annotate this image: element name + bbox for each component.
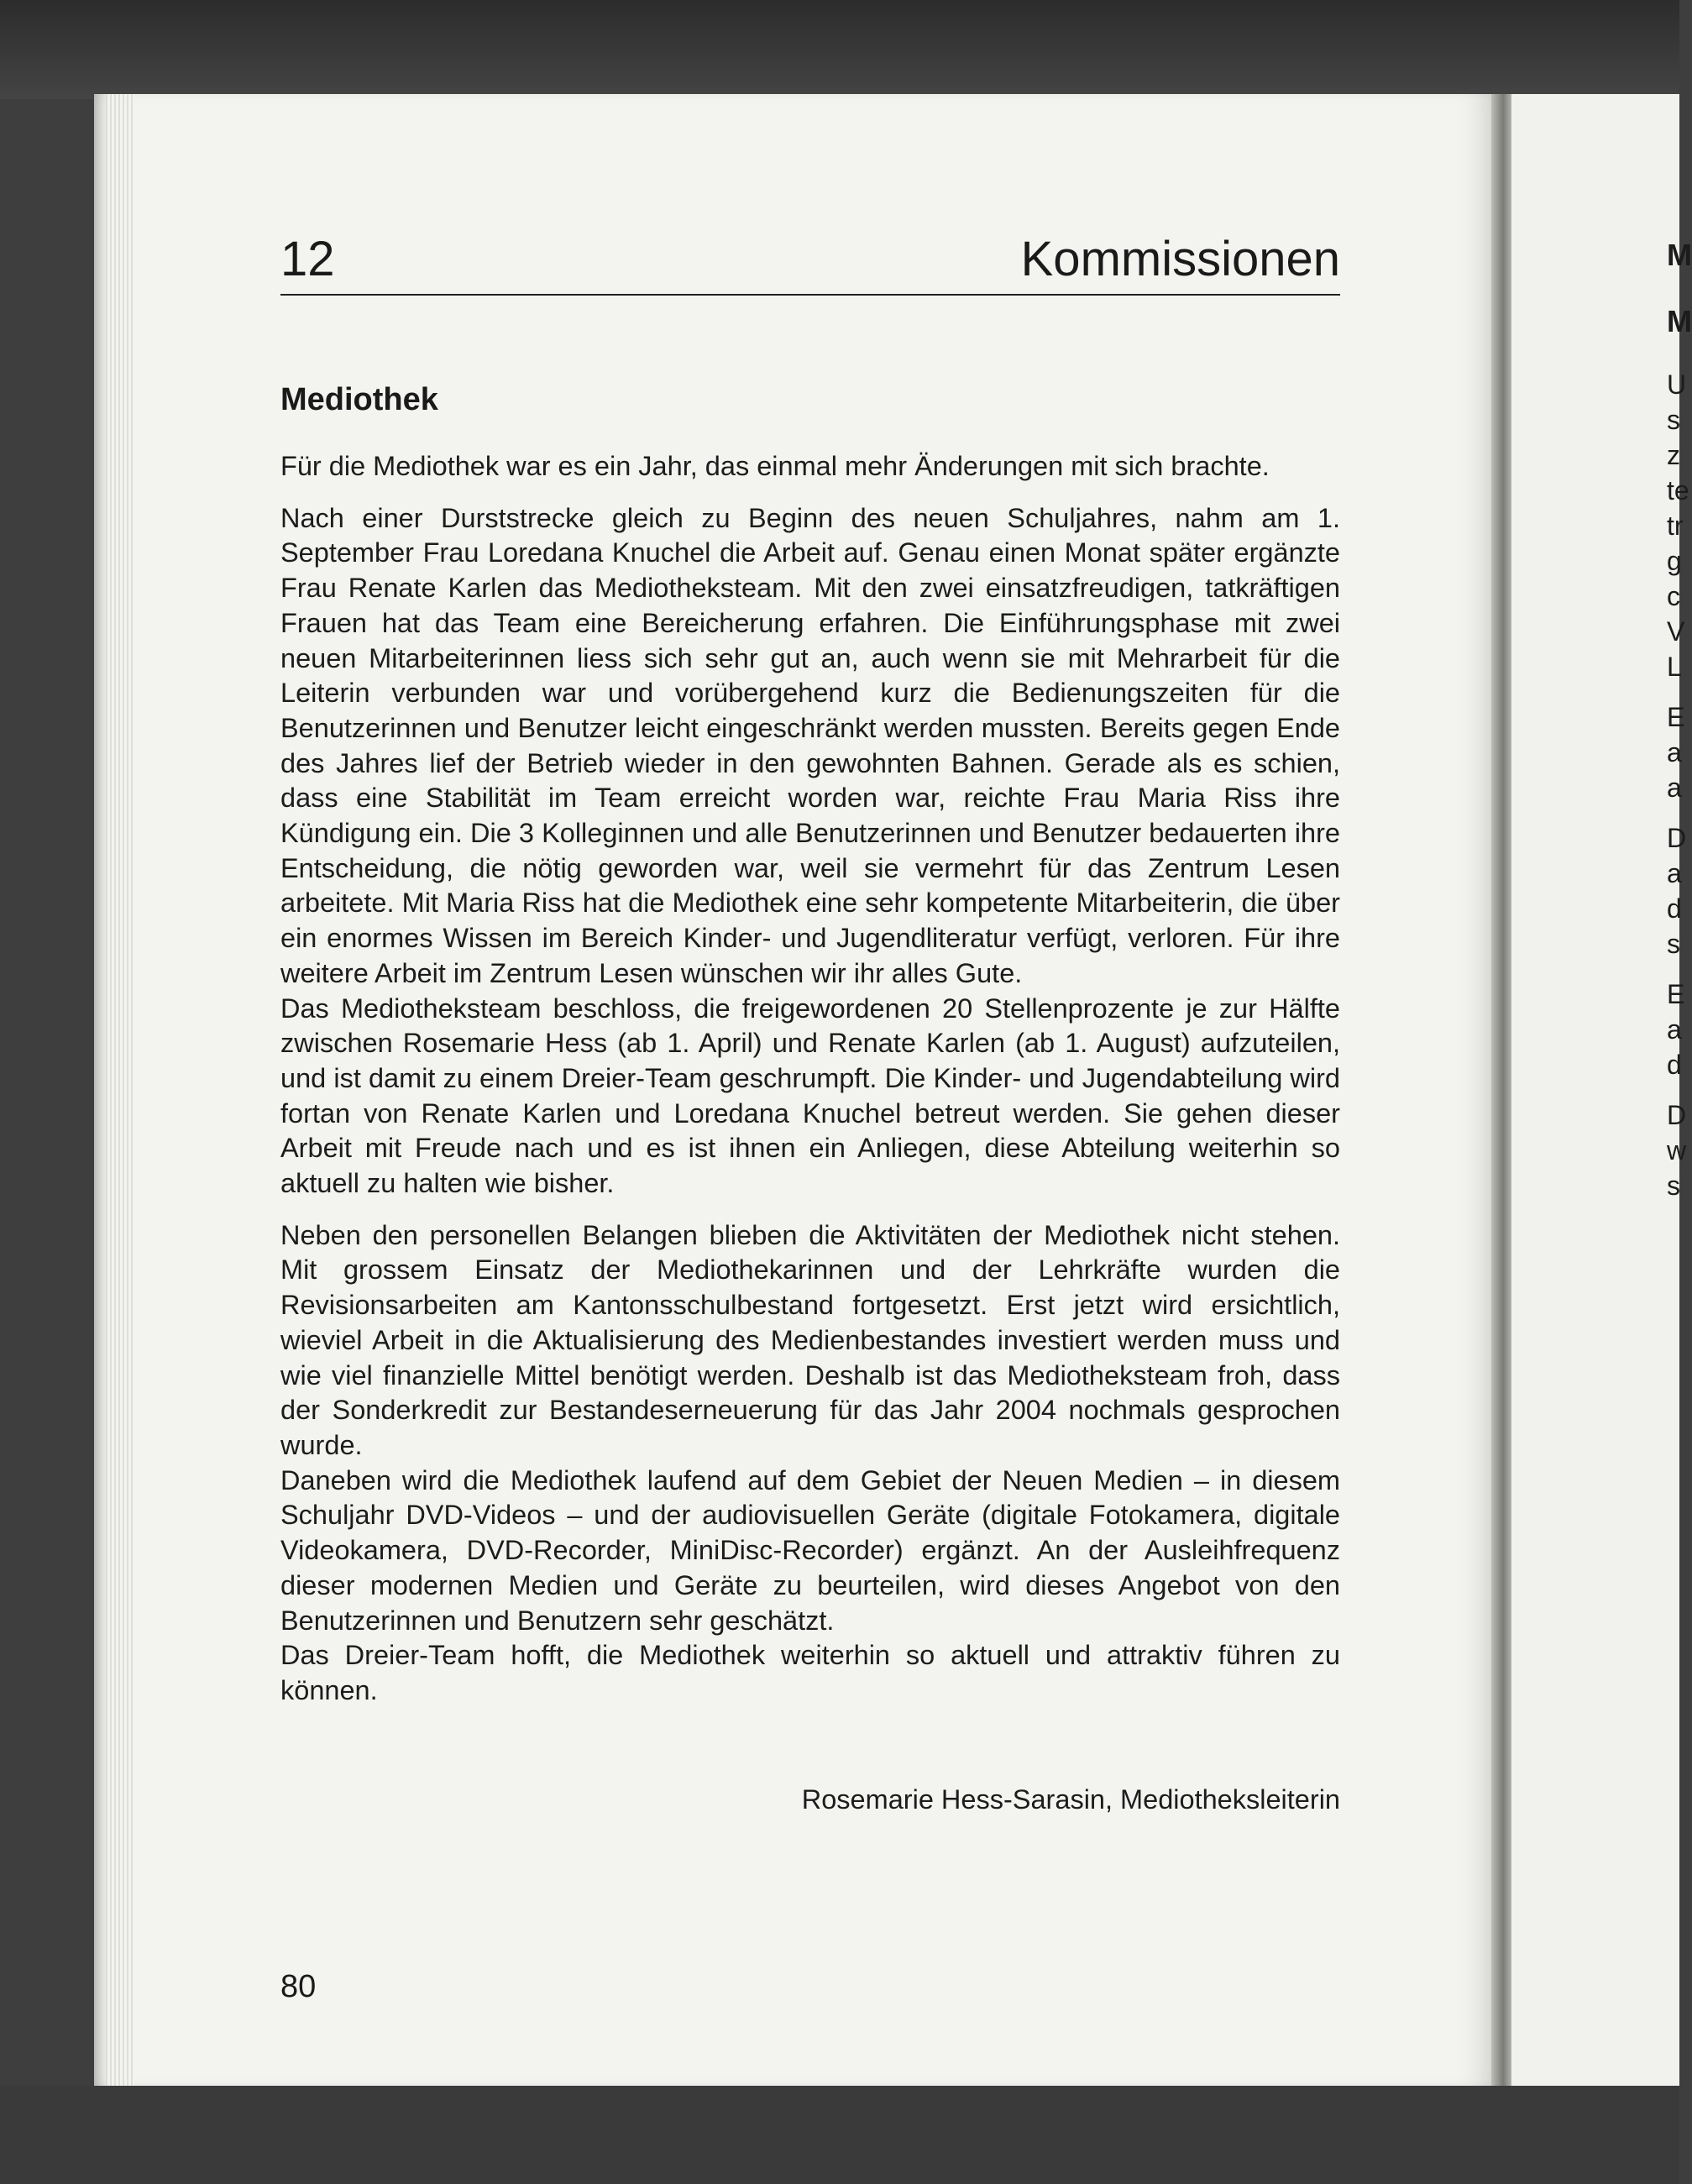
- right-page-fragment: tr: [1667, 511, 1684, 541]
- right-page-fragment: L: [1667, 652, 1682, 682]
- right-page-fragment: M: [1667, 238, 1692, 272]
- chapter-number: 12: [280, 232, 335, 286]
- right-page: [1511, 94, 1679, 2086]
- page-number: 80: [280, 1969, 317, 2004]
- right-page-fragment: d: [1667, 893, 1682, 924]
- right-page-fragment: E: [1667, 979, 1685, 1009]
- paragraph-new-media: Daneben wird die Mediothek laufend auf dem Gebiet der Neuen Medien – in diesem Schuljahr DVD-Videos – und der audiovisuellen Geräte (digitale Fotokamera, digitale Videokamera, DVD-Recorder, MiniDisc-Recorder) ergänzt. An der Ausleihfrequenz dieser modernen Medien und Geräte zu beurteilen, wird dieses Angebot von den Benutzerinnen und Benutzern sehr geschätzt.: [280, 1464, 1340, 1636]
- signature: Rosemarie Hess-Sarasin, Mediotheksleiterin: [801, 1784, 1340, 1815]
- paragraph-intro: Für die Mediothek war es ein Jahr, das einmal mehr Änderungen mit sich brachte.: [280, 451, 1270, 481]
- paragraph-team-restructure: Das Mediotheksteam beschloss, die freigewordenen 20 Stellenprozente je zur Hälfte zwischen Rosemarie Hess (ab 1. April) und Renate Karlen (ab 1. August) aufzuteilen, und ist damit zu einem Dreier-Team geschrumpft. Die Kinder- und Jugendabteilung wird fortan von Renate Karlen und Loredana Knuchel betreut werden. Sie gehen dieser Arbeit mit Freude nach und es ist ihnen ein Anliegen, diese Abteilung weiterhin so aktuell zu halten wie bisher.: [280, 992, 1340, 1199]
- right-page-fragment: a: [1667, 773, 1682, 803]
- right-page-fragment: D: [1667, 823, 1687, 853]
- right-page-fragment: V: [1667, 616, 1685, 647]
- article-body: [280, 449, 1340, 1709]
- right-page-fragment: s: [1667, 405, 1680, 435]
- right-page-fragment: D: [1667, 1100, 1687, 1130]
- chapter-title: Kommissionen: [1020, 232, 1340, 286]
- paragraph-closing: Das Dreier-Team hofft, die Mediothek weiterhin so aktuell und attraktiv führen zu können.: [280, 1640, 1340, 1705]
- right-page-fragment: te: [1667, 475, 1689, 505]
- right-page-fragment: a: [1667, 1014, 1682, 1045]
- right-page-fragment: M: [1667, 304, 1692, 338]
- chapter-header: [280, 232, 1340, 296]
- right-page-fragment: w: [1667, 1135, 1687, 1165]
- paragraph-activities: Neben den personellen Belangen blieben die Aktivitäten der Mediothek nicht stehen. Mit grossem Einsatz der Mediothekarinnen und der Lehrkräfte wurden die Revisionsarbeiten am Kantonsschulbestand fortgesetzt. Erst jetzt wird ersichtlich, wieviel Arbeit in die Aktualisierung des Medienbestandes investiert werden muss und wie viel finanzielle Mittel benötigt werden. Deshalb ist das Mediotheksteam froh, dass der Sonderkredit zur Bestandeserneuerung für das Jahr 2004 nochmals gesprochen wurde.: [280, 1219, 1340, 1460]
- right-page-fragment: a: [1667, 858, 1682, 888]
- right-page-fragment: d: [1667, 1050, 1682, 1080]
- right-page-fragment: s: [1667, 929, 1680, 959]
- right-page-fragment: g: [1667, 546, 1682, 576]
- scan-background-top: [0, 0, 1679, 99]
- right-page-fragment: z: [1667, 440, 1680, 470]
- section-title: Mediothek: [280, 382, 438, 417]
- right-page-fragment: c: [1667, 581, 1680, 611]
- right-page-fragment: E: [1667, 702, 1685, 732]
- right-page-fragment: s: [1667, 1171, 1680, 1201]
- right-page-fragment: a: [1667, 737, 1682, 767]
- paragraph-staff-changes: Nach einer Durststrecke gleich zu Beginn des neuen Schuljahres, nahm am 1. September Frau Loredana Knuchel die Arbeit auf. Genau einen Monat später ergänzte Frau Renate Karlen das Mediotheksteam. Mit den zwei einsatzfreudigen, tatkräftigen Frauen hat das Team eine Bereicherung erfahren. Die Einführungsphase mit zwei neuen Mitarbeiterinnen liess sich sehr gut an, auch wenn sie mit Mehrarbeit für die Leiterin verbunden war und vorübergehend kurz die Bedienungszeiten für die Benutzerinnen und Benutzer leicht eingeschränkt werden mussten. Bereits gegen Ende des Jahres lief der Betrieb wieder in den gewohnten Bahnen. Gerade als es schien, dass eine Stabilität im Team erreicht worden war, reichte Frau Maria Riss ihre Kündigung ein. Die 3 Kolleginnen und alle Benutzerinnen und Benutzer bedauerten ihre Entscheidung, die nötig geworden war, weil sie vermehrt für das Zentrum Lesen arbeitete. Mit Maria Riss hat die Mediothek eine sehr kompetente Mitarbeiterin, die über ein enormes Wissen im Bereich Kinder- und Jugendliteratur verfügt, verloren. Für ihre weitere Arbeit im Zentrum Lesen wünschen wir ihr alles Gute.: [280, 502, 1340, 988]
- scan-background-bottom: [0, 2086, 1679, 2184]
- right-page-fragment: U: [1667, 369, 1687, 400]
